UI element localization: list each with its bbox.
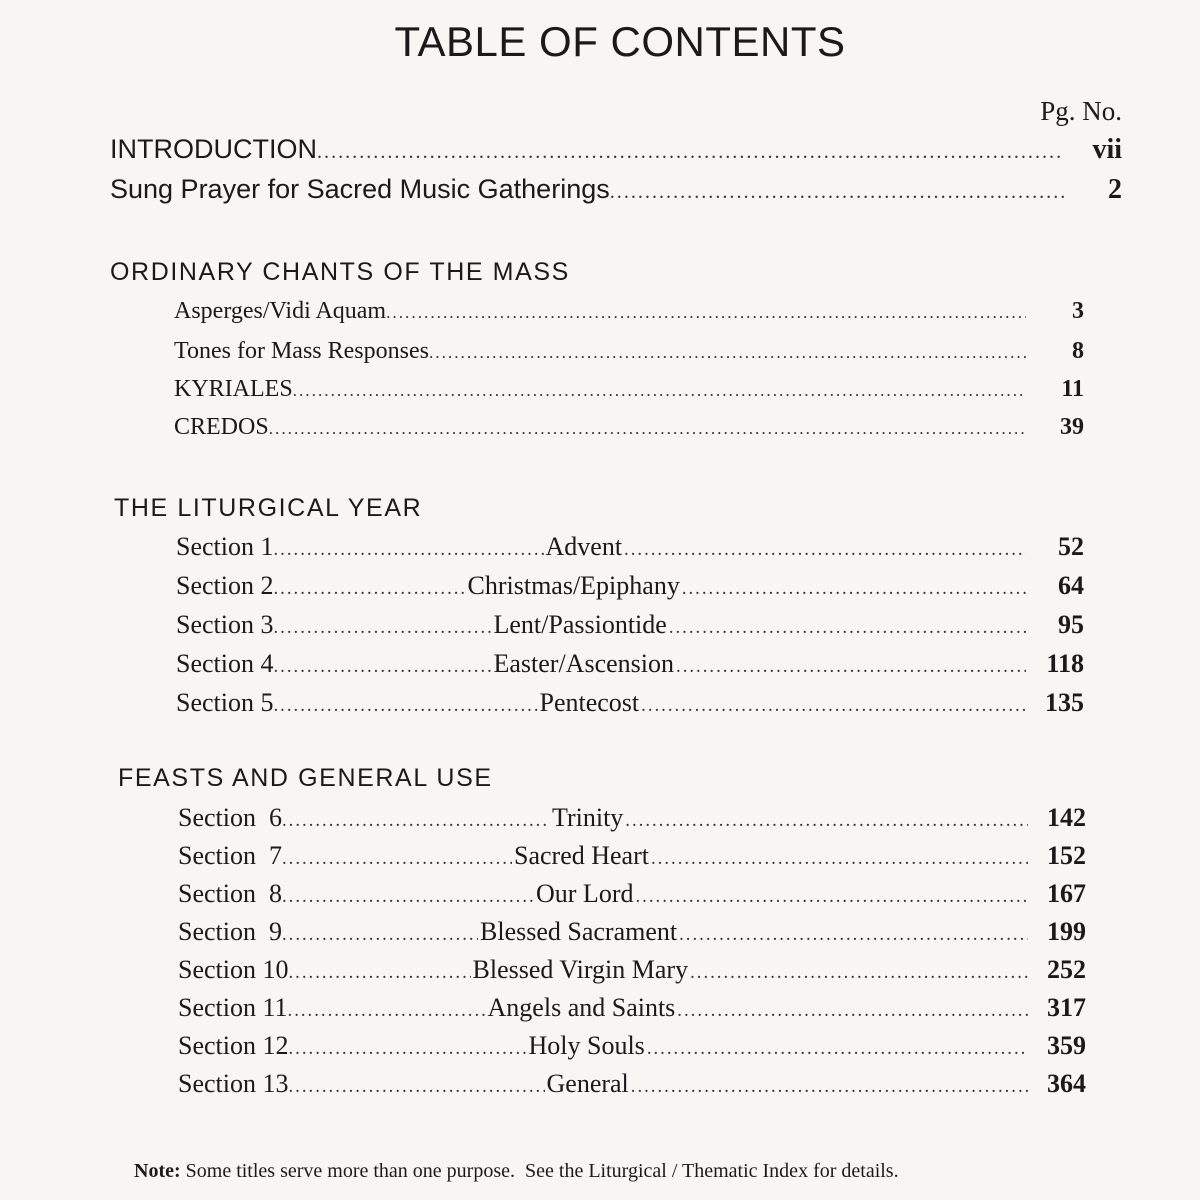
dot-leader xyxy=(679,924,1028,946)
toc-entry-page: 135 xyxy=(1045,688,1084,717)
toc-section-label: Section 13 xyxy=(178,1069,289,1098)
toc-section-label: Section 10 xyxy=(178,955,289,984)
toc-entry-page: 152 xyxy=(1047,841,1086,870)
toc-entry xyxy=(178,917,1086,947)
dot-leader xyxy=(429,343,1026,363)
toc-entry-page: 2 xyxy=(1108,174,1122,205)
dot-leader xyxy=(625,810,1028,832)
toc-entry-page: 252 xyxy=(1047,955,1086,984)
toc-section-label: Section 12 xyxy=(178,1031,289,1060)
dot-leader xyxy=(274,539,544,561)
toc-entry xyxy=(176,688,1084,718)
toc-section-name: General xyxy=(546,1069,629,1098)
toc-entry-page: 364 xyxy=(1047,1069,1086,1098)
toc-entry-page: 52 xyxy=(1058,532,1084,561)
toc-section-label: Section 3 xyxy=(176,610,274,639)
dot-leader xyxy=(690,962,1028,984)
toc-entry xyxy=(176,571,1084,601)
toc-section-name: Our Lord xyxy=(536,879,634,908)
toc-entry-label: INTRODUCTION xyxy=(110,134,317,164)
dot-leader xyxy=(274,656,492,678)
toc-entry xyxy=(178,1031,1086,1061)
dot-leader xyxy=(669,617,1026,639)
dot-leader xyxy=(274,695,538,717)
toc-section-name: Pentecost xyxy=(539,688,640,717)
toc-entry-label: Sung Prayer for Sacred Music Gatherings xyxy=(110,174,610,204)
dot-leader xyxy=(386,303,1026,323)
toc-section-label: Section 6 xyxy=(178,803,282,832)
toc-section-name: Blessed Virgin Mary xyxy=(472,955,689,984)
toc-section-name: Holy Souls xyxy=(528,1031,645,1060)
toc-entry xyxy=(178,803,1086,833)
dot-leader xyxy=(677,1000,1028,1022)
toc-entry-page: 8 xyxy=(1072,338,1084,364)
toc-section-label: Section 9 xyxy=(178,917,282,946)
toc-entry xyxy=(178,1069,1086,1099)
page-number-header: Pg. No. xyxy=(1040,96,1122,126)
toc-section-label: Section 8 xyxy=(178,879,282,908)
section-heading-ordinary: ORDINARY CHANTS OF THE MASS xyxy=(110,258,570,286)
dot-leader xyxy=(269,419,1026,439)
toc-section-label: Section 4 xyxy=(176,649,274,678)
section-heading-liturgical-year: THE LITURGICAL YEAR xyxy=(114,494,423,522)
toc-entry xyxy=(178,993,1086,1023)
toc-entry xyxy=(174,338,1084,365)
toc-entry xyxy=(174,376,1084,403)
toc-entry xyxy=(176,532,1084,562)
toc-entry-label: Tones for Mass Responses xyxy=(174,338,429,364)
toc-section-name: Christmas/Epiphany xyxy=(467,571,680,600)
toc-entry-page: 359 xyxy=(1047,1031,1086,1060)
toc-entry-page: 95 xyxy=(1058,610,1084,639)
toc-entry xyxy=(178,841,1086,871)
dot-leader xyxy=(282,810,550,832)
dot-leader xyxy=(293,381,1026,401)
toc-section-label: Section 5 xyxy=(176,688,274,717)
dot-leader xyxy=(289,1076,545,1098)
page-title: TABLE OF CONTENTS xyxy=(394,18,846,65)
toc-entry-introduction xyxy=(110,134,1122,166)
toc-entry-page: 64 xyxy=(1058,571,1084,600)
dot-leader xyxy=(651,848,1028,870)
toc-section-name: Angels and Saints xyxy=(487,993,676,1022)
dot-leader xyxy=(624,539,1026,561)
toc-entry-page: 142 xyxy=(1047,803,1086,832)
toc-section-name: Trinity xyxy=(552,803,624,832)
dot-leader xyxy=(282,848,512,870)
toc-entry xyxy=(174,414,1084,441)
toc-section-label: Section 11 xyxy=(178,993,288,1022)
toc-entry-label: KYRIALES xyxy=(174,376,293,402)
dot-leader xyxy=(682,578,1026,600)
toc-section-label: Section 7 xyxy=(178,841,282,870)
dot-leader xyxy=(274,617,492,639)
dot-leader xyxy=(610,181,1064,204)
dot-leader xyxy=(289,962,471,984)
toc-entry xyxy=(178,955,1086,985)
dot-leader xyxy=(282,886,534,908)
section-heading-feasts: FEASTS AND GENERAL USE xyxy=(118,764,493,792)
dot-leader xyxy=(631,1076,1028,1098)
toc-entry-page: 11 xyxy=(1061,376,1084,402)
toc-entry-page: 39 xyxy=(1060,414,1084,440)
toc-entry xyxy=(178,879,1086,909)
toc-section-name: Sacred Heart xyxy=(514,841,649,870)
toc-entry xyxy=(176,610,1084,640)
dot-leader xyxy=(289,1038,527,1060)
dot-leader xyxy=(317,141,1064,164)
toc-entry-page: 317 xyxy=(1047,993,1086,1022)
toc-section-name: Lent/Passiontide xyxy=(493,610,667,639)
footer-note xyxy=(134,1160,899,1183)
toc-entry-page: 167 xyxy=(1047,879,1086,908)
dot-leader xyxy=(288,1000,486,1022)
toc-entry xyxy=(176,649,1084,679)
note-text: Some titles serve more than one purpose. See the Liturgical / Thematic Index for details. xyxy=(180,1160,899,1182)
toc-entry-page: 199 xyxy=(1047,917,1086,946)
toc-entry-page: 118 xyxy=(1046,649,1084,678)
toc-entry-page: 3 xyxy=(1072,298,1084,324)
toc-section-name: Advent xyxy=(545,532,623,561)
toc-entry xyxy=(174,298,1084,325)
dot-leader xyxy=(641,695,1026,717)
toc-section-label: Section 2 xyxy=(176,571,274,600)
toc-entry-label: Asperges/Vidi Aquam xyxy=(174,298,387,324)
dot-leader xyxy=(635,886,1028,908)
toc-section-name: Easter/Ascension xyxy=(493,649,675,678)
toc-section-label: Section 1 xyxy=(176,532,274,561)
dot-leader xyxy=(647,1038,1028,1060)
dot-leader xyxy=(676,656,1026,678)
dot-leader xyxy=(274,578,466,600)
toc-entry-page: vii xyxy=(1092,134,1122,165)
dot-leader xyxy=(282,924,478,946)
toc-entry-label: CREDOS xyxy=(174,414,269,440)
toc-section-name: Blessed Sacrament xyxy=(480,917,678,946)
note-label: Note: xyxy=(134,1160,181,1182)
toc-entry-sung-prayer xyxy=(110,174,1122,206)
